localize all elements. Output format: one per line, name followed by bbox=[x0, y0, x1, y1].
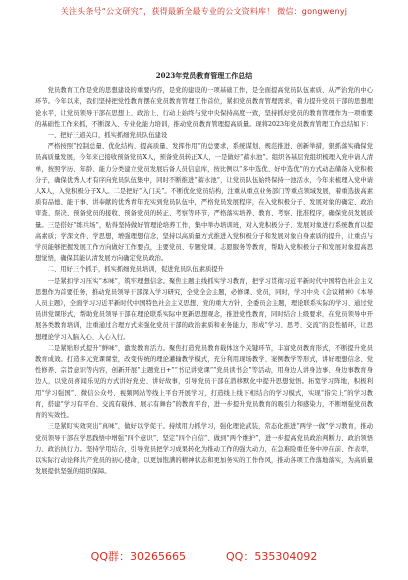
footer-banner bbox=[0, 545, 408, 567]
paragraph: 二是紧贴形式提升“鲜味”，激发教育活力。聚焦打造党员教育载体这个关键环节，丰富党员教育形式，不断提升党员教育成效。打造多元党课课堂，改变传统的理论灌输教学模式，充分利用现场教学、案例教学等形式，讲好理想信念、党性修养、宗旨意识等内容，创新开展“主题党日+”“书记讲党课”“党员读书会”等活动，用身边人讲身边事、身边事教育身边人，以党员喜闻乐见的方式讲好党史、讲好故事，引导党员干部在潜移默化中提升思想觉悟。拓宽学习阵地，积极利用“学习强国”、微信公众号、视频网站等线上平台开展学习，打造线上线下相结合的学习模式，实现“指尖上”的学习教育，搭建“学习有平台、交流有载体、展示有舞台”的教育平台，进一步提升党员教育的吸引力和感染力，不断增强党员教育的实效性。 bbox=[35, 344, 373, 420]
paragraph: 党员教育工作是党的思想建设的重要内容，是党的建设的一项基础工作，是全面提高党员队伍素质、从严治党的中心环节。今年以来，我们坚持把党性教育摆在党员教育管理工作首位，紧扣党员教育管理需求，着力提升党员干部的思想理论水平，让党员领导干部在思想上、政治上、行动上始终与党中央保持高度一致，坚持抓好党员的教育管理作为一项重要的基础性工作来抓，不断深入、专业化能力培训，推动党员教育管理提高质量。现将2023年党员教育管理工作总结如下： bbox=[35, 87, 373, 128]
paragraph: 严格按照“控制总量、优化结构、提高质量、发挥作用”的总要求，系统谋划、规范推进、创新举措，狠抓落实确保党员高质量发展，今年来已接收预备党员X人，预备党员转正X人，一是做好“蓄水池”。组织各基层党组织梳理入党申请人清单，按照学历、年龄、能力分类建立党员发展后备人员信息库，按比例以“多中选优、好中选优”的方式动态储备入党积极分子，确保优秀人才有序向党员队伍集中，同时不断推进“蓄水池”，让党员队伍始终保持一池活水，今年来梳理入党申请人X人，入党积极分子X人。二是把好“入门关”。不断优化党员结构，注重从重点业务部门等重点领域发展，着重选拔高素质有品德、能干事、讲奉献的优秀青年充实到党员队伍中，严格党员发展程序，在入党积极分子、发展对象的确定、政治审查、票决、预备党员的接收、预备党员的转正、考察等环节，严格落实培养、教育、考察、批准程序，确保党员发展质量。三是搭好“练兵场”，贴得坚持做好管理论培养工作，集中举办培训班，对入党积极分子、发展对象进行系统教育以提高素质；学深文件、学思想，增强理想信念，坚持以高质量方式推进入党积极分子和发展对象自身素质的提升，让重点与学员能够把握发展工作方向做好工作要点，主要党员、专题党课、志愿服务等教育，帮助入党积极分子和发展对象提高思想觉悟，确保其能认清发展方向确定党员政治。 bbox=[35, 143, 373, 263]
qq-group-number: 30265665 bbox=[130, 550, 186, 563]
document-title: 2023年党员教育管理工作总结 bbox=[155, 71, 253, 80]
header-banner-text: 关注头条号“公文研究”，获得最新全最专业的公文资料库！ 微信：gongwenyj bbox=[60, 6, 348, 16]
qq-contact bbox=[226, 548, 317, 564]
document-body bbox=[35, 70, 373, 477]
qq-group-label: QQ群： bbox=[90, 550, 130, 563]
paragraph: 三是紧盯实效突出“真味”，做好以学促干。持续用力抓学习，强化理论武装，常态化推进“两学一做”学习教育，推动党员领导干部在学思践悟中增强“四个意识”、坚定“四个自信”、做到“两个维护”，进一步提高党员政治判断力、政治领悟力、政治执行力。坚持学用结合，引导党员把学习成果转化为推动工作的强大动力，在急难险重任务中冲在前、作表率，以实际行动诠释共产党员的初心使命，以更加饱满的精神状态和更加务实的工作作风，推动各项工作落地落实，为高质量发展提供坚强的组织保障。 bbox=[35, 423, 373, 476]
section-heading: 一、把好三道关口，抓实抓细党员队伍建设 bbox=[47, 132, 168, 140]
qq-contact-label: QQ： bbox=[226, 550, 255, 563]
qq-contact-number: 535304092 bbox=[254, 550, 318, 563]
paragraph: 一是紧扣学习压实“本味”，筑牢理想信念。聚焦主题主线抓实学习教育，把学习贯彻习近平新时代中国特色社会主义思想作为首要任务，推动党员领导干部深入学习研究，全党全会主题，必修课、党员，同时，学习中央《会议精神》《本导人员主题》，全面学习习近平新时代中国特色社会主义思想、党的重大方针、全委员会主题，理论联系实际的学习、通过党员讲党课形式，帮助党员领导干部在理论联系实际中更新思想观念，推进党性教育，同时结合上级要求，在党员领导中开展各类教育培训，注重通过合理方式来强化党员干部的政治素质和业务能力，形成“学习、思考、交流”的良性循环，让思想理论学习入脑入心、入心入行。 bbox=[35, 277, 373, 341]
header-banner bbox=[0, 0, 408, 22]
qq-group bbox=[91, 548, 186, 564]
section-heading: 二、用好三个抓手，抓实抓细党员培训，促进党员队伍素质提升 bbox=[47, 266, 224, 274]
